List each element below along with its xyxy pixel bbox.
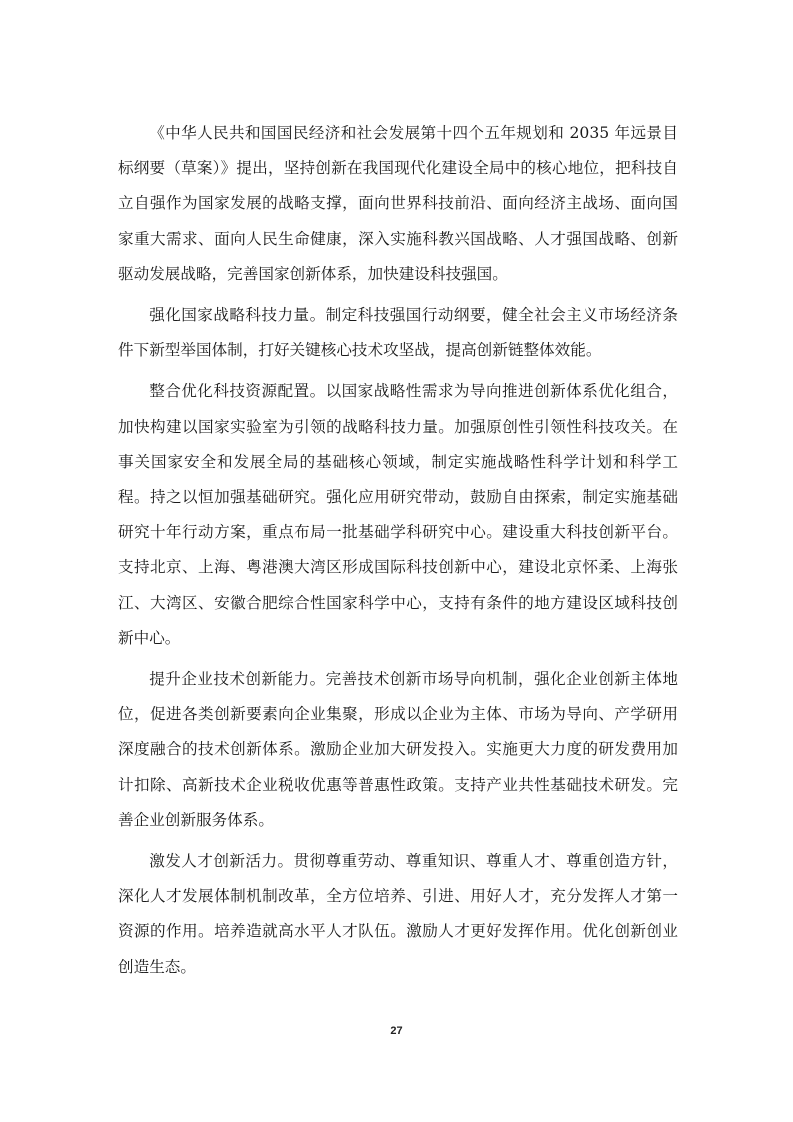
- paragraph-resource-allocation: 整合优化科技资源配置。以国家战略性需求为导向推进创新体系优化组合，加快构建以国家实验室为引领的战略科技力量。加强原创性引领性科技攻关。在事关国家安全和发展全局的基础核心领域，制定实施战略性科学计划和科学工程。持之以恒加强基础研究。强化应用研究带动，鼓励自由探索，制定实施基础研究十年行动方案，重点布局一批基础学科研究中心。建设重大科技创新平台。支持北京、上海、粤港澳大湾区形成国际科技创新中心，建设北京怀柔、上海张江、大湾区、安徽合肥综合性国家科学中心，支持有条件的地方建设区域科技创新中心。: [118, 382, 678, 647]
- paragraph-intro: 《中华人民共和国国民经济和社会发展第十四个五年规划和 2035 年远景目标纲要（草案）》提出，坚持创新在我国现代化建设全局中的核心地位，把科技自立自强作为国家发展的战略支撑，面向世界科技前沿、面向经济主战场、面向国家重大需求、面向人民生命健康，深入实施科教兴国战略、人才强国战略、创新驱动发展战略，完善国家创新体系，加快建设科技强国。: [118, 124, 678, 283]
- paragraph-strategic-strength: 强化国家战略科技力量。制定科技强国行动纲要，健全社会主义市场经济条件下新型举国体制，打好关键核心技术攻坚战，提高创新链整体效能。: [118, 306, 678, 360]
- paragraph-talent-vitality: 激发人才创新活力。贯彻尊重劳动、尊重知识、尊重人才、尊重创造方针，深化人才发展体制机制改革，全方位培养、引进、用好人才，充分发挥人才第一资源的作用。培养造就高水平人才队伍。激励人才更好发挥作用。优化创新创业创造生态。: [118, 852, 678, 976]
- page-number: 27: [390, 1025, 403, 1037]
- paragraph-enterprise-innovation: 提升企业技术创新能力。完善技术创新市场导向机制，强化企业创新主体地位，促进各类创新要素向企业集聚，形成以企业为主体、市场为导向、产学研用深度融合的技术创新体系。激励企业加大研发投入。实施更大力度的研发费用加计扣除、高新技术企业税收优惠等普惠性政策。支持产业共性基础技术研发。完善企业创新服务体系。: [118, 670, 678, 829]
- body-text: [118, 116, 678, 991]
